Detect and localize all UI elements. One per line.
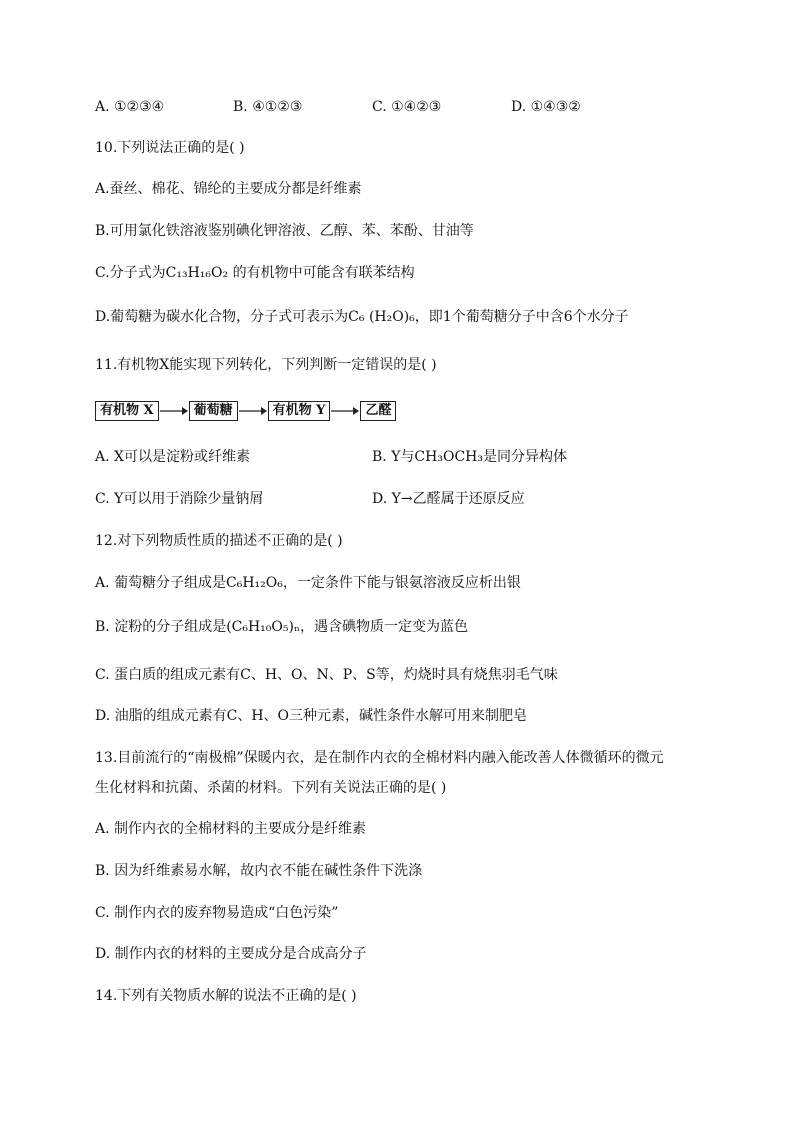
flow-box-organic-y: 有机物 Y [268,401,331,421]
q10-stem: 10.下列说法正确的是( ) [95,140,245,156]
q13-stem-line2: 生化材料和抗菌、杀菌的材料。下列有关说法正确的是( ) [95,780,447,796]
q13-option-c: C. 制作内衣的废弃物易造成“白色污染” [95,905,339,921]
q10-option-a: A.蚕丝、棉花、锦纶的主要成分都是纤维素 [95,181,362,197]
q13-option-a: A. 制作内衣的全棉材料的主要成分是纤维素 [95,821,367,837]
q12-option-a: A. 葡萄糖分子组成是C₆H₁₂O₆，一定条件下能与银氨溶液反应析出银 [95,575,521,591]
q10-option-c: C.分子式为C₁₃H₁₆O₂ 的有机物中可能含有联苯结构 [95,265,415,281]
q12-option-d: D. 油脂的组成元素有C、H、O三种元素，碱性条件水解可用来制肥皂 [95,708,528,724]
arrow-right-icon [159,405,189,417]
conversion-flow-diagram [95,400,396,422]
q12-option-b: B. 淀粉的分子组成是(C₆H₁₀O₅)ₙ，遇含碘物质一定变为蓝色 [95,619,469,635]
flow-box-acetaldehyde: 乙醛 [360,401,396,421]
arrow-right-icon [238,405,268,417]
flow-box-organic-x: 有机物 X [95,401,159,421]
q14-stem: 14.下列有关物质水解的说法不正确的是( ) [95,988,357,1004]
q12-option-c: C. 蛋白质的组成元素有C、H、O、N、P、S等，灼烧时具有烧焦羽毛气味 [95,667,558,683]
q9-option-c: C. ①④②③ [372,99,442,115]
q11-option-d: D. Y→乙醛属于还原反应 [372,491,525,507]
q11-option-b: B. Y与CH₃OCH₃是同分异构体 [372,449,567,465]
q11-option-c: C. Y可以用于消除少量钠屑 [95,491,264,507]
q9-option-b: B. ④①②③ [233,99,303,115]
q11-stem: 11.有机物X能实现下列转化，下列判断一定错误的是( ) [95,357,437,373]
q9-option-d: D. ①④③② [511,99,581,115]
q9-option-a: A. ①②③④ [95,99,165,115]
q10-option-d: D.葡萄糖为碳水化合物，分子式可表示为C₆ (H₂O)₆，即1个葡萄糖分子中含6个水分子 [95,309,629,325]
q11-option-a: A. X可以是淀粉或纤维素 [95,449,250,465]
flow-box-glucose: 葡萄糖 [189,401,238,421]
q12-stem: 12.对下列物质性质的描述不正确的是( ) [95,533,343,549]
q13-option-b: B. 因为纤维素易水解，故内衣不能在碱性条件下洗涤 [95,863,423,879]
arrow-right-icon [330,405,360,417]
q13-stem-line1: 13.目前流行的“南极棉”保暖内衣，是在制作内衣的全棉材料内融入能改善人体微循环的微元 [95,750,664,766]
q13-option-d: D. 制作内衣的材料的主要成分是合成高分子 [95,946,367,962]
q10-option-b: B.可用氯化铁溶液鉴别碘化钾溶液、乙醇、苯、苯酚、甘油等 [95,223,474,239]
